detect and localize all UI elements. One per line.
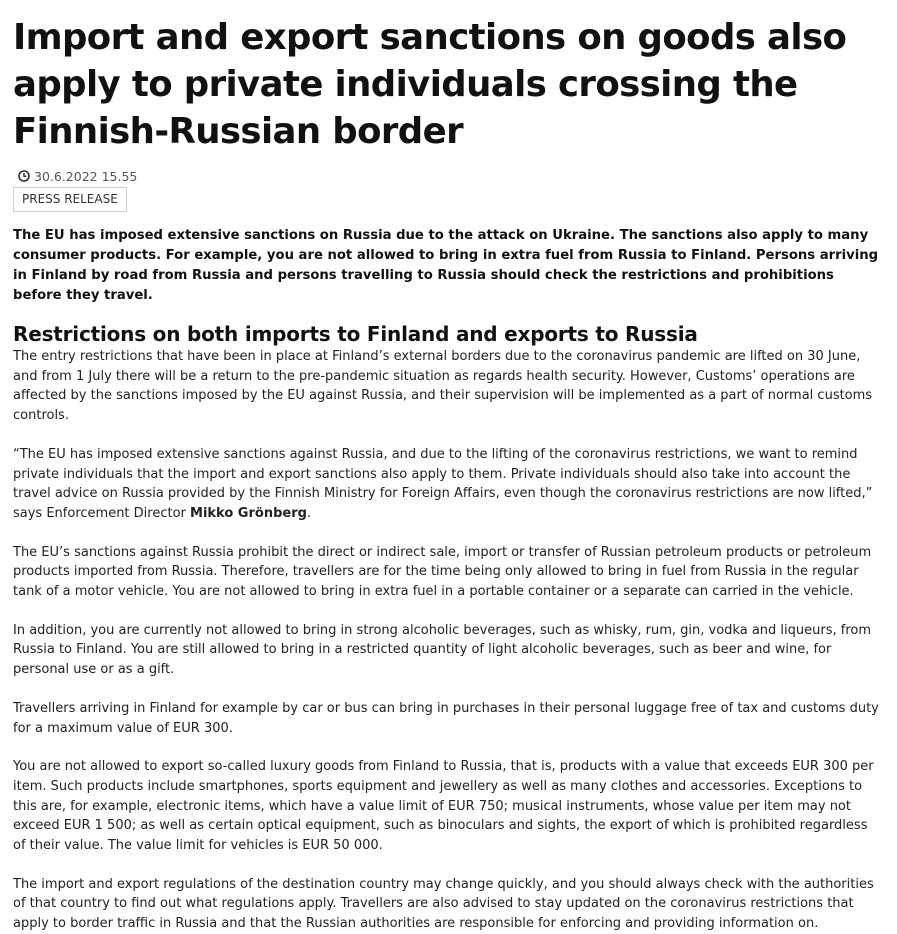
clock-icon [18, 170, 30, 182]
paragraph-5: Travellers arriving in Finland for example by car or bus can bring in purchases in their personal luggage free of tax and customs duty for a maximum value of EUR 300. [13, 700, 879, 736]
section-heading: Restrictions on both imports to Finland and exports to Russia [13, 322, 698, 346]
quote-text: “The EU has imposed extensive sanctions against Russia, and due to the lifting of the coronavirus restrictions, we want to remind private individuals that the import and export sanctions also apply to them. Private individuals should also take into account the travel advice on Russia provided by the Finnish Ministry for Foreign Affairs, even though the coronavirus restrictions are now lifted,” says Enforcement Director [13, 446, 873, 521]
publish-date: 30.6.2022 15.55 [34, 168, 138, 184]
page-title: Import and export sanctions on goods also apply to private individuals crossing the Finnish-Russian border [13, 17, 847, 152]
paragraph-2 [13, 445, 884, 524]
publish-meta [13, 167, 884, 185]
paragraph-3: The EU’s sanctions against Russia prohibit the direct or indirect sale, import or transfer of Russian petroleum products or petroleum products imported from Russia. Therefore, travellers are for the time being only allowed to bring in fuel from Russia in the regular tank of a motor vehicle. You are not allowed to bring in extra fuel in a portable container or a separate can carried in the vehicle. [13, 544, 872, 600]
paragraph-6: You are not allowed to export so-called luxury goods from Finland to Russia, that is, products with a value that exceeds EUR 300 per item. Such products include smartphones, sports equipment and jewellery as well as many clothes and accessories. Exceptions to this are, for example, electronic items, which have a value limit of EUR 750; musical instruments, whose value per item may not exceed EUR 1 500; as well as certain optical equipment, such as binoculars and sights, the export of which is prohibited regardless of their value. The value limit for vehicles is EUR 50 000. [13, 759, 874, 854]
paragraph-4: In addition, you are currently not allowed to bring in strong alcoholic beverages, such as whisky, rum, gin, vodka and liqueurs, from Russia to Finland. You are still allowed to bring in a restricted quantity of light alcoholic beverages, such as beer and wine, for personal use or as a gift. [13, 622, 871, 678]
paragraph-7: The import and export regulations of the destination country may change quickly, and you should always check with the authorities of that country to find out what regulations apply. Travellers are also advised to stay updated on the coronavirus restrictions that apply to border traffic in Russia and that the Russian authorities are responsible for enforcing and providing information on. [13, 876, 874, 932]
lead-paragraph: The EU has imposed extensive sanctions on Russia due to the attack on Ukraine. The sanctions also apply to many consumer products. For example, you are not allowed to bring in extra fuel from Russia to Finland. Persons arriving in Finland by road from Russia and persons travelling to Russia should check the restrictions and prohibitions before they travel. [13, 228, 879, 303]
quote-end: . [306, 505, 312, 521]
quoted-person: Mikko Grönberg [190, 505, 307, 521]
paragraph-1: The entry restrictions that have been in place at Finland’s external borders due to the coronavirus pandemic are lifted on 30 June, and from 1 July there will be a return to the pre-pandemic situation as regards health security. However, Customs’ operations are affected by the sanctions imposed by the EU against Russia, and their supervision will be implemented as a part of normal customs controls. [13, 349, 873, 424]
press-release-tag[interactable]: PRESS RELEASE [13, 187, 127, 212]
article-body [13, 347, 884, 934]
